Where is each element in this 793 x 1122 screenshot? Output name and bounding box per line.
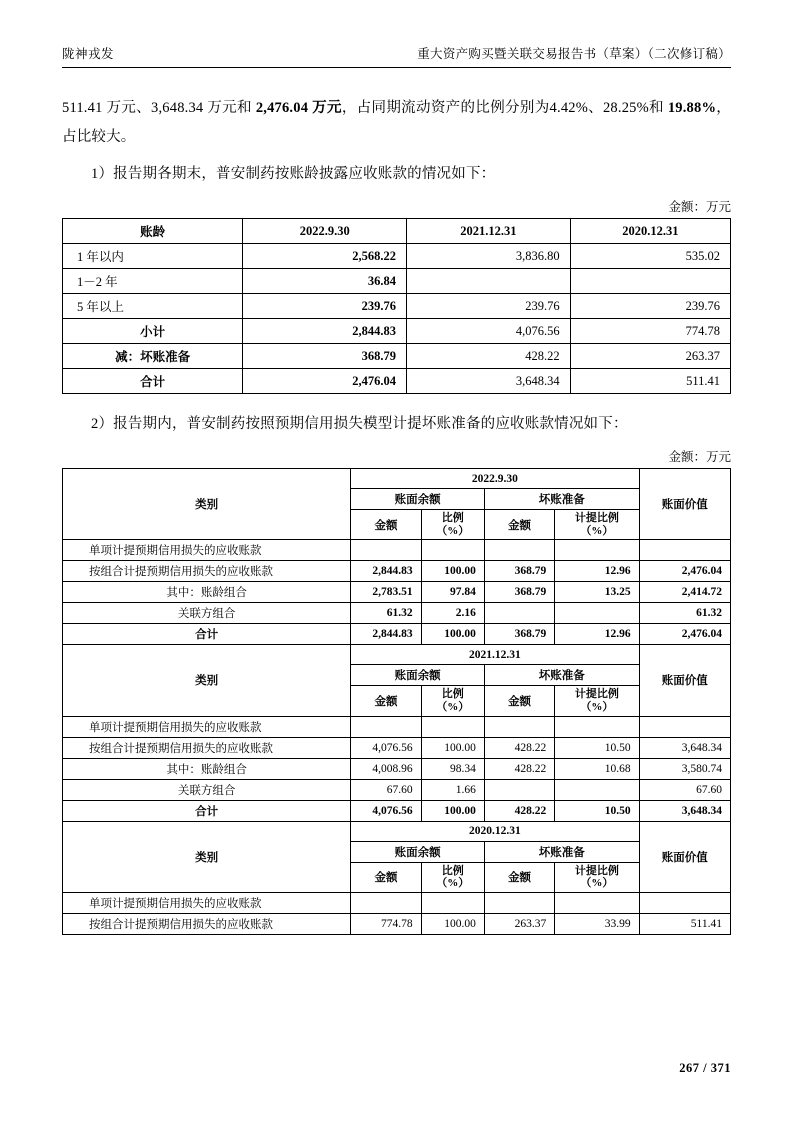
table1-row1-label: 1－2 年 [63,269,243,294]
table2-s0-r1-v1: 100.00 [421,561,484,582]
table2-s1-r2-v4: 3,580.74 [639,758,730,779]
table2-s1-r4-v3: 10.50 [555,800,639,821]
table2-s0-amount-header: 金额 [351,510,421,540]
table1-row5-v1: 3,648.34 [407,369,571,394]
table2-s2-provision-line2: （%） [580,877,614,890]
table2-s0-r4-label: 合计 [63,624,351,645]
table1-header-0: 账龄 [63,219,243,244]
table1-row4-v2: 263.37 [570,344,730,369]
unit-label-table-2: 金额：万元 [668,450,731,464]
intro-text-d: ，占比较大。 [62,100,731,145]
table2-s2-bd-amount-header: 金额 [484,862,554,892]
unit-label-table-1: 金额：万元 [668,200,731,214]
table2-s1-bookbalance-header: 账面余额 [351,665,485,686]
table1-header-2: 2021.12.31 [407,219,571,244]
paragraph-item-2: 2）报告期内，普安制药按照预期信用损失模型计提坏账准备的应收账款情况如下： [91,416,628,432]
table-row [63,716,731,737]
table2-s0-r1-label: 按组合计提预期信用损失的应收账款 [63,561,351,582]
table2-s1-r2-v2: 428.22 [484,758,554,779]
table-row [63,603,731,624]
table2-s1-bookvalue-header: 账面价值 [639,645,730,716]
table2-s0-provision-header [555,510,639,540]
table1-row0-v1: 3,836.80 [407,244,571,269]
table-row [63,294,731,319]
table1-header-1: 2022.9.30 [243,219,407,244]
table2-s0-ratio-header [421,510,484,540]
table-row [63,344,731,369]
table2-s0-r4-v0: 2,844.83 [351,624,421,645]
table2-s1-r0-v0 [351,716,421,737]
table1-row2-v1: 239.76 [407,294,571,319]
table2-s2-r0-v1 [421,892,484,913]
intro-text-c: 4.42%、28.25%和 [549,100,668,116]
table2-s1-ratio-line1: 比例 [441,688,464,701]
table2-s2-baddebt-header: 坏账准备 [484,841,639,862]
table2-period-row [63,469,731,489]
table2-s2-bookvalue-header: 账面价值 [639,821,730,892]
table1-row5-v2: 511.41 [570,369,730,394]
table2-s1-provision-line1: 计提比例 [574,688,619,701]
table2-s2-r0-label: 单项计提预期信用损失的应收账款 [63,892,351,913]
table-row [63,582,731,603]
table2-s1-r4-v2: 428.22 [484,800,554,821]
table2-s1-r0-label: 单项计提预期信用损失的应收账款 [63,716,351,737]
table2-period-row [63,645,731,665]
table1-row1-v1 [407,269,571,294]
table2-s2-bookbalance-header: 账面余额 [351,841,485,862]
table2-s0-ratio-line1: 比例 [441,512,464,524]
header-company-name: 陇神戎发 [62,47,115,61]
table2-s1-provision-line2: （%） [580,700,614,713]
table2-s0-r4-v3: 12.96 [555,624,639,645]
table2-s1-r4-v0: 4,076.56 [351,800,421,821]
table2-s2-r1-v3: 33.99 [555,913,639,934]
table2-s0-r3-v0: 61.32 [351,603,421,624]
aging-receivables-table [62,218,731,394]
table2-s1-ratio-line2: （%） [436,700,470,713]
table2-s2-amount-header: 金额 [351,862,421,892]
table2-s2-provision-line1: 计提比例 [574,864,619,877]
table-header-row [63,219,731,244]
table1-row2-label: 5 年以上 [63,294,243,319]
table1-row4-v0: 368.79 [243,344,407,369]
table2-s1-r2-v1: 98.34 [421,758,484,779]
table2-s0-r3-label: 关联方组合 [63,603,351,624]
table2-s2-r1-v4: 511.41 [639,913,730,934]
expected-credit-loss-table [62,468,731,935]
table2-s2-ratio-line1: 比例 [441,864,464,877]
table2-s1-period: 2021.12.31 [351,645,639,665]
table2-s2-category-header: 类别 [63,821,351,892]
paragraph-intro [62,94,731,152]
table2-s0-r4-v4: 2,476.04 [639,624,730,645]
table2-s0-r2-v4: 2,414.72 [639,582,730,603]
table2-s0-baddebt-header: 坏账准备 [484,489,639,510]
table2-s0-provision-line2: （%） [580,524,614,537]
page-header [62,44,731,68]
table2-s0-r2-v1: 97.84 [421,582,484,603]
table2-s2-r0-v3 [555,892,639,913]
table2-s1-r1-v3: 10.50 [555,737,639,758]
table2-s0-r0-v2 [484,540,554,561]
table2-s1-r4-label: 合计 [63,800,351,821]
table2-s2-ratio-line2: （%） [436,877,470,890]
header-document-title: 重大资产购买暨关联交易报告书（草案）（二次修订稿） [417,47,731,61]
table1-row3-v0: 2,844.83 [243,319,407,344]
page-number: 267 / 371 [679,1061,731,1075]
table2-s0-r2-v2: 368.79 [484,582,554,603]
table2-s2-r1-label: 按组合计提预期信用损失的应收账款 [63,913,351,934]
table2-s1-r3-v2 [484,779,554,800]
table-row [63,892,731,913]
table-row [63,800,731,821]
table2-s0-r0-v0 [351,540,421,561]
table2-s1-r3-v3 [555,779,639,800]
table2-s1-amount-header: 金额 [351,686,421,716]
table-row [63,913,731,934]
table2-s0-r0-v4 [639,540,730,561]
table2-s0-r2-v3: 13.25 [555,582,639,603]
table2-s2-r0-v0 [351,892,421,913]
table2-s1-r1-v1: 100.00 [421,737,484,758]
table2-s0-r2-label: 其中：账龄组合 [63,582,351,603]
table2-period-row [63,821,731,841]
table2-s1-r2-v0: 4,008.96 [351,758,421,779]
table2-s1-r2-label: 其中：账龄组合 [63,758,351,779]
table1-header-3: 2020.12.31 [570,219,730,244]
table2-s0-r3-v1: 2.16 [421,603,484,624]
table-row [63,319,731,344]
table-row [63,758,731,779]
table1-row5-v0: 2,476.04 [243,369,407,394]
table2-s0-provision-line1: 计提比例 [574,512,619,524]
table2-s1-r0-v1 [421,716,484,737]
table2-s1-r4-v4: 3,648.34 [639,800,730,821]
table1-row0-v2: 535.02 [570,244,730,269]
table2-s0-r3-v2 [484,603,554,624]
table1-row1-v0: 36.84 [243,269,407,294]
table1-row2-v0: 239.76 [243,294,407,319]
table2-s0-r0-label: 单项计提预期信用损失的应收账款 [63,540,351,561]
table1-row3-label: 小计 [63,319,243,344]
table1-row0-label: 1 年以内 [63,244,243,269]
table-row [63,737,731,758]
table2-s0-r0-v3 [555,540,639,561]
table2-s1-r3-label: 关联方组合 [63,779,351,800]
table1-row2-v2: 239.76 [570,294,730,319]
table2-s1-r3-v0: 67.60 [351,779,421,800]
table2-s1-r1-v4: 3,648.34 [639,737,730,758]
intro-amount-highlight: 2,476.04 万元 [255,100,342,116]
table2-s1-category-header: 类别 [63,645,351,716]
table2-s0-bd-amount-header: 金额 [484,510,554,540]
table2-s1-r0-v2 [484,716,554,737]
table2-s0-ratio-line2: （%） [436,524,470,537]
table2-s2-r0-v2 [484,892,554,913]
table2-s1-r1-v2: 428.22 [484,737,554,758]
table2-s0-r3-v3 [555,603,639,624]
table1-row3-v1: 4,076.56 [407,319,571,344]
intro-text-b: ，占同期流动资产的比例分别为 [341,100,550,116]
table2-s0-r4-v1: 100.00 [421,624,484,645]
table2-s1-r1-label: 按组合计提预期信用损失的应收账款 [63,737,351,758]
table-row [63,624,731,645]
intro-percent-highlight: 19.88% [667,100,717,116]
table2-s2-period: 2020.12.31 [351,821,639,841]
table2-s0-r1-v0: 2,844.83 [351,561,421,582]
table2-s1-r1-v0: 4,076.56 [351,737,421,758]
table2-s2-ratio-header [421,862,484,892]
table2-s0-r2-v0: 2,783.51 [351,582,421,603]
table2-s1-r4-v1: 100.00 [421,800,484,821]
table1-row4-label: 减：坏账准备 [63,344,243,369]
table2-s0-bookvalue-header: 账面价值 [639,469,730,540]
table-row [63,269,731,294]
table-row [63,561,731,582]
table-row [63,369,731,394]
table2-s1-ratio-header [421,686,484,716]
table2-s1-r0-v3 [555,716,639,737]
table2-s2-r0-v4 [639,892,730,913]
table2-s0-r1-v4: 2,476.04 [639,561,730,582]
table-row [63,244,731,269]
table1-row1-v2 [570,269,730,294]
table2-s1-baddebt-header: 坏账准备 [484,665,639,686]
table2-s0-r4-v2: 368.79 [484,624,554,645]
table2-s0-r1-v2: 368.79 [484,561,554,582]
table1-row4-v1: 428.22 [407,344,571,369]
table2-s1-r3-v4: 67.60 [639,779,730,800]
paragraph-item-1: 1）报告期各期末，普安制药按账龄披露应收账款的情况如下： [91,166,496,182]
table-row [63,779,731,800]
table2-s1-r0-v4 [639,716,730,737]
table1-row5-label: 合计 [63,369,243,394]
table2-s2-r1-v1: 100.00 [421,913,484,934]
table1-row3-v2: 774.78 [570,319,730,344]
table2-s1-bd-amount-header: 金额 [484,686,554,716]
table2-s1-r2-v3: 10.68 [555,758,639,779]
table1-row0-v0: 2,568.22 [243,244,407,269]
table2-s0-period: 2022.9.30 [351,469,639,489]
table2-s1-provision-header [555,686,639,716]
table2-s0-r3-v4: 61.32 [639,603,730,624]
table-row [63,540,731,561]
table2-s0-bookbalance-header: 账面余额 [351,489,485,510]
table2-s2-r1-v0: 774.78 [351,913,421,934]
table2-s0-category-header: 类别 [63,469,351,540]
table2-s1-r3-v1: 1.66 [421,779,484,800]
table2-s0-r1-v3: 12.96 [555,561,639,582]
table2-s2-r1-v2: 263.37 [484,913,554,934]
table2-s2-provision-header [555,862,639,892]
intro-text-a: 511.41 万元、3,648.34 万元和 [62,100,256,116]
table2-s0-r0-v1 [421,540,484,561]
